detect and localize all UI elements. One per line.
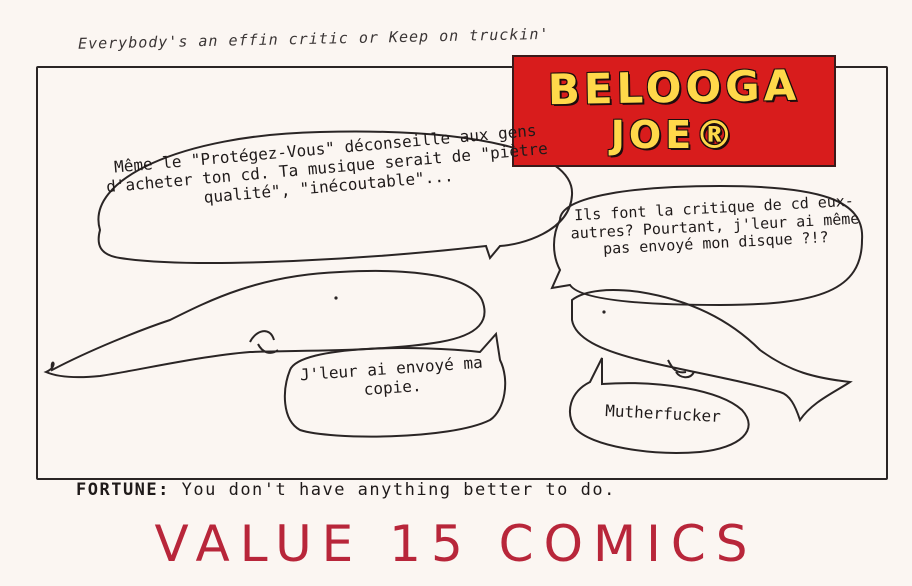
fortune-label: FORTUNE:	[76, 480, 170, 500]
whale-right-eye	[602, 310, 605, 313]
footer-title: VALUE 15 COMICS	[154, 515, 758, 573]
fortune-line	[76, 480, 836, 500]
whale-left-fin	[250, 331, 278, 353]
fortune-text: You don't have anything better to do.	[181, 480, 616, 500]
bubble-4-text: Mutherfucker	[604, 400, 722, 427]
bubble-1-text: Même le "Protégez-Vous" déconseille aux gens d'acheter ton cd. Ta musique serait de "piètre qualité", "inécoutable"...	[105, 120, 549, 207]
bubble-3-text: J'leur ai envoyé ma copie.	[299, 352, 484, 399]
title-line-2: JOE®	[610, 113, 738, 157]
bubble-2-text: Ils font la critique de cd eux-autres? Pourtant, j'leur ai même pas envoyé mon disque ?!?	[570, 191, 860, 259]
title-line-1: BELOOGA	[547, 60, 801, 115]
whale-left-eye	[334, 296, 337, 299]
header-note: Everybody's an effin critic or Keep on truckin'	[77, 24, 550, 53]
